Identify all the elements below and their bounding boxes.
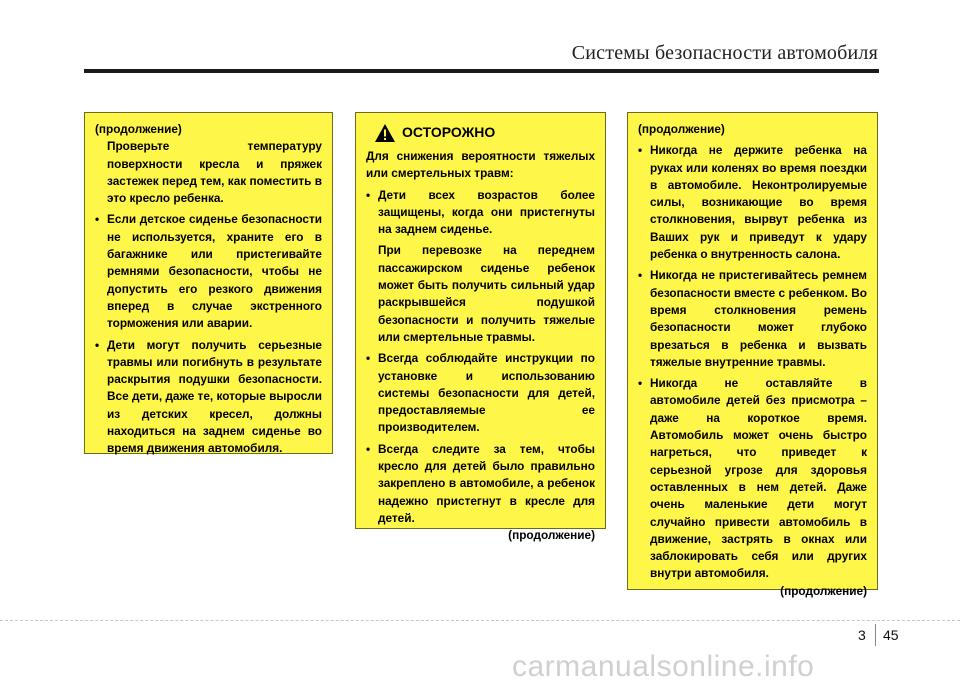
list-item <box>366 441 595 527</box>
page-number-divider <box>875 624 876 646</box>
list-item-text: Всегда следите за тем, чтобы кресло для детей было правильно закреплено в автомобиле, а ребенок надежно пристегнут в кресле для детей. <box>378 441 595 525</box>
section-title: Системы безопасности автомобиля <box>571 42 878 64</box>
warning-box <box>355 112 606 543</box>
chapter-number: 3 <box>858 627 866 643</box>
continued-label: (продолжение) <box>508 528 595 543</box>
bullet-icon: • <box>366 351 371 366</box>
warning-header <box>366 122 595 144</box>
list-item-subparagraph: При перевозке на переднем пассажирском сиденье ребенок может быть получить сильный удар раскрывшейся подушкой безопасности и получить тяжелые или смертельные травмы. <box>378 243 595 344</box>
info-box-left <box>84 112 333 454</box>
intro-paragraph: Проверьте температуру поверхности кресла и пряжек застежек перед тем, как поместить в это кресло ребенка. <box>107 139 322 206</box>
bullet-icon: • <box>95 212 100 227</box>
list-item <box>638 142 867 263</box>
continued-label: (продолжение) <box>638 122 725 136</box>
list-item <box>95 211 322 332</box>
list-item-text: Никогда не пристегивайтесь ремнем безопасности вместе с ребенком. Во время столкновения ремень безопасности может глубоко врезаться в ребенка и вызвать тяжелые внутренние травмы. <box>650 268 867 369</box>
warning-triangle-icon <box>374 123 396 143</box>
list-item-text: Всегда соблюдайте инструкции по установке и использованию системы безопасности для детей, предоставляемые ее производителем. <box>378 351 595 435</box>
list-item-text: Дети могут получить серьезные травмы или погибнуть в результате раскрытия подушки безопасности. Все дети, даже те, которые выросли из детских кресел, должны находиться на заднем сиденье во время движения автомобиля. <box>107 337 322 456</box>
bullet-icon: • <box>638 143 643 158</box>
warning-intro: Для снижения вероятности тяжелых или смертельных травм: <box>366 149 595 181</box>
info-box-right <box>627 112 878 598</box>
bullet-icon: • <box>95 337 100 352</box>
warning-title: ОСТОРОЖНО <box>402 124 496 141</box>
page-number: 45 <box>883 627 899 643</box>
continued-label: (продолжение) <box>780 583 867 598</box>
list-item <box>638 267 867 371</box>
list-item <box>95 337 322 458</box>
header-rule <box>84 69 879 73</box>
list-item-text: Никогда не оставляйте в автомобиле детей без присмотра – даже на короткое время. Автомобиль может очень быстро нагреться, что приведет к серьезной угрозе для здоровья оставленных в нем детей. Даже очень маленькие дети могут случайно привести автомобиль в движение, застрять в окнах или заблокировать себя или других внутри автомобиля. <box>650 376 867 581</box>
footer-rule <box>0 620 960 622</box>
list-item-text: Никогда не держите ребенка на руках или коленях во время поездки в автомобиле. Неконтролируемые силы, возникающие во время столкновения, вырвут ребенка из Ваших рук и приведут к удару ребенка о внутренность салона. <box>650 143 867 262</box>
bullet-icon: • <box>366 187 371 202</box>
bullet-icon: • <box>638 268 643 283</box>
list-item-text: Если детское сиденье безопасности не используется, храните его в багажнике или пристегивайте ремнями безопасности, чтобы не допустить его резкого движения вперед в случае экстренного торможения или аварии. <box>107 212 322 331</box>
list-item-text: Дети всех возрастов более защищены, когда они пристегнуты на заднем сиденье. <box>378 187 595 237</box>
list-item <box>638 375 867 583</box>
bullet-icon: • <box>638 376 643 391</box>
bullet-icon: • <box>366 441 371 456</box>
list-item <box>366 350 595 436</box>
continued-label: (продолжение) <box>95 122 182 136</box>
watermark: carmanualsonline.info <box>512 650 815 683</box>
list-item <box>366 187 595 347</box>
